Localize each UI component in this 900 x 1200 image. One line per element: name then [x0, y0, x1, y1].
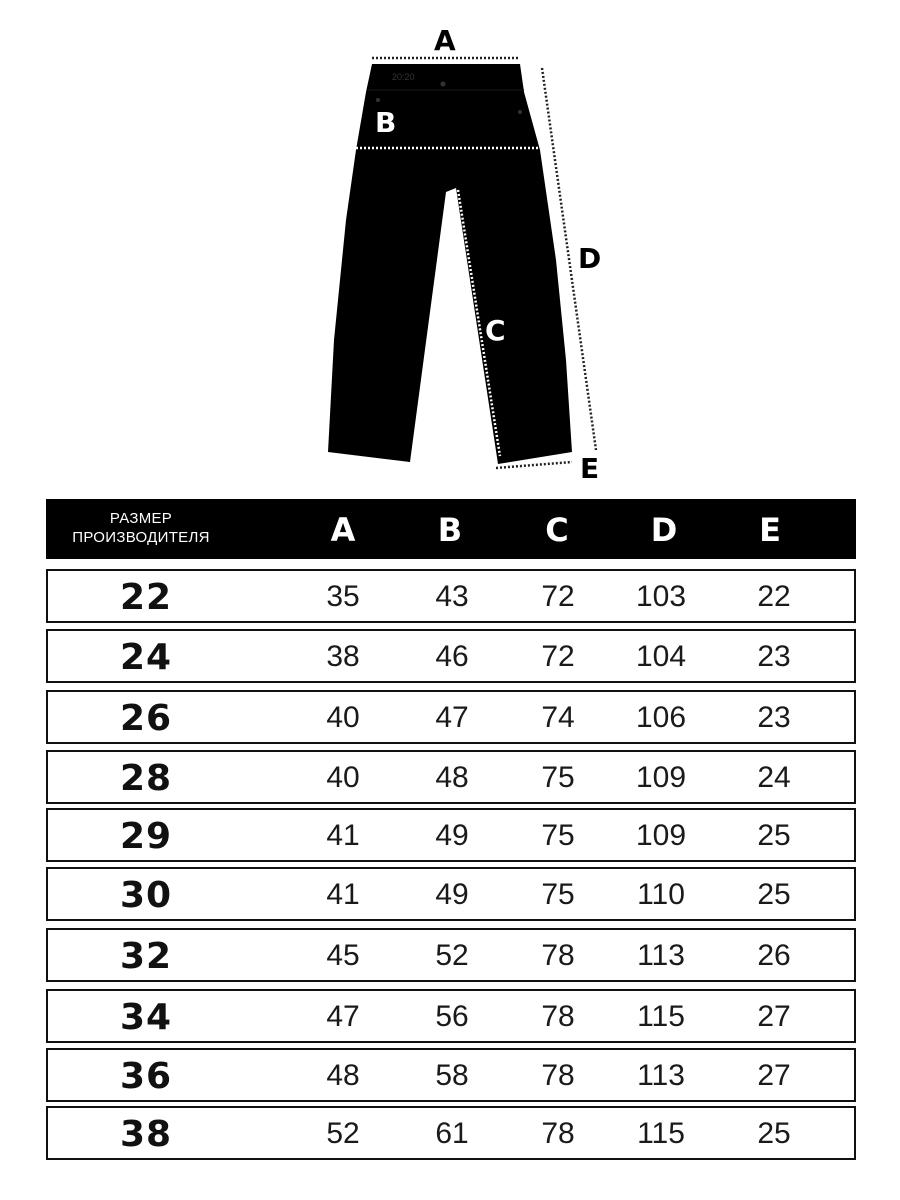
value-cell-b: 58: [435, 1059, 469, 1092]
value-cell-a: 52: [326, 1117, 360, 1150]
value-cell-b: 46: [435, 640, 469, 673]
size-cell: 26: [119, 698, 173, 739]
value-cell-e: 26: [757, 939, 791, 972]
value-cell-c: 78: [541, 1059, 575, 1092]
column-header-b: B: [437, 511, 463, 549]
value-cell-d: 115: [637, 1117, 685, 1150]
value-cell-b: 49: [435, 819, 469, 852]
value-cell-b: 48: [435, 761, 469, 794]
size-cell: 28: [119, 758, 173, 799]
value-cell-d: 113: [637, 1059, 685, 1092]
size-cell: 34: [119, 997, 173, 1038]
column-header-e: E: [759, 511, 781, 549]
value-cell-c: 78: [541, 1117, 575, 1150]
value-cell-c: 78: [541, 1000, 575, 1033]
value-cell-a: 45: [326, 939, 360, 972]
size-table-header: [46, 499, 856, 559]
value-cell-a: 41: [326, 819, 360, 852]
size-cell: 38: [119, 1114, 173, 1155]
size-cell: 22: [119, 577, 173, 618]
column-header-d: D: [650, 511, 678, 549]
value-cell-e: 24: [757, 761, 791, 794]
pants-silhouette: [328, 64, 572, 464]
rivet: [376, 98, 380, 102]
value-cell-d: 109: [635, 761, 687, 794]
size-cell: 29: [119, 816, 173, 857]
value-cell-c: 72: [541, 640, 575, 673]
size-cell: 36: [119, 1056, 173, 1097]
value-cell-d: 113: [637, 939, 685, 972]
value-cell-e: 25: [757, 819, 791, 852]
value-cell-d: 104: [635, 640, 687, 673]
value-cell-a: 40: [326, 761, 360, 794]
dimension-line-e: [496, 462, 572, 468]
value-cell-c: 74: [541, 701, 575, 734]
value-cell-c: 75: [541, 819, 575, 852]
value-cell-e: 27: [757, 1000, 791, 1033]
label-e: E: [580, 452, 600, 485]
value-cell-a: 40: [326, 701, 360, 734]
value-cell-c: 75: [541, 761, 575, 794]
value-cell-e: 25: [757, 878, 791, 911]
table-row: [46, 1106, 856, 1160]
button: [441, 82, 446, 87]
rivet: [518, 110, 522, 114]
table-row: [46, 867, 856, 921]
label-a: A: [434, 24, 456, 57]
table-row: [46, 989, 856, 1043]
value-cell-e: 25: [757, 1117, 791, 1150]
value-cell-e: 22: [757, 580, 791, 613]
value-cell-b: 47: [435, 701, 469, 734]
column-header-a: A: [330, 511, 356, 549]
value-cell-a: 41: [326, 878, 360, 911]
value-cell-c: 78: [541, 939, 575, 972]
value-cell-b: 56: [435, 1000, 469, 1033]
size-column-header: РАЗМЕР ПРОИЗВОДИТЕЛЯ: [72, 510, 210, 546]
value-cell-d: 115: [637, 1000, 685, 1033]
size-cell: 30: [119, 875, 173, 916]
value-cell-b: 52: [435, 939, 469, 972]
size-cell: 24: [119, 637, 173, 678]
table-row: [46, 629, 856, 683]
size-cell: 32: [119, 936, 173, 977]
table-row: [46, 808, 856, 862]
value-cell-a: 38: [326, 640, 360, 673]
brand-label: 20:20: [392, 72, 415, 82]
value-cell-b: 43: [435, 580, 469, 613]
value-cell-a: 48: [326, 1059, 360, 1092]
table-row: [46, 1048, 856, 1102]
value-cell-d: 103: [635, 580, 687, 613]
value-cell-d: 106: [635, 701, 687, 734]
value-cell-e: 27: [757, 1059, 791, 1092]
value-cell-e: 23: [757, 701, 791, 734]
value-cell-a: 47: [326, 1000, 360, 1033]
pants-measurement-diagram: [0, 0, 900, 490]
value-cell-a: 35: [326, 580, 360, 613]
table-row: [46, 690, 856, 744]
label-d: D: [578, 242, 602, 275]
table-row: [46, 928, 856, 982]
table-row: [46, 569, 856, 623]
value-cell-c: 75: [541, 878, 575, 911]
label-c: C: [485, 314, 506, 347]
column-header-c: C: [545, 511, 569, 549]
table-row: [46, 750, 856, 804]
value-cell-c: 72: [541, 580, 575, 613]
value-cell-d: 110: [637, 878, 685, 911]
label-b: B: [375, 106, 397, 139]
value-cell-b: 61: [435, 1117, 469, 1150]
value-cell-e: 23: [757, 640, 791, 673]
value-cell-b: 49: [435, 878, 469, 911]
value-cell-d: 109: [635, 819, 687, 852]
